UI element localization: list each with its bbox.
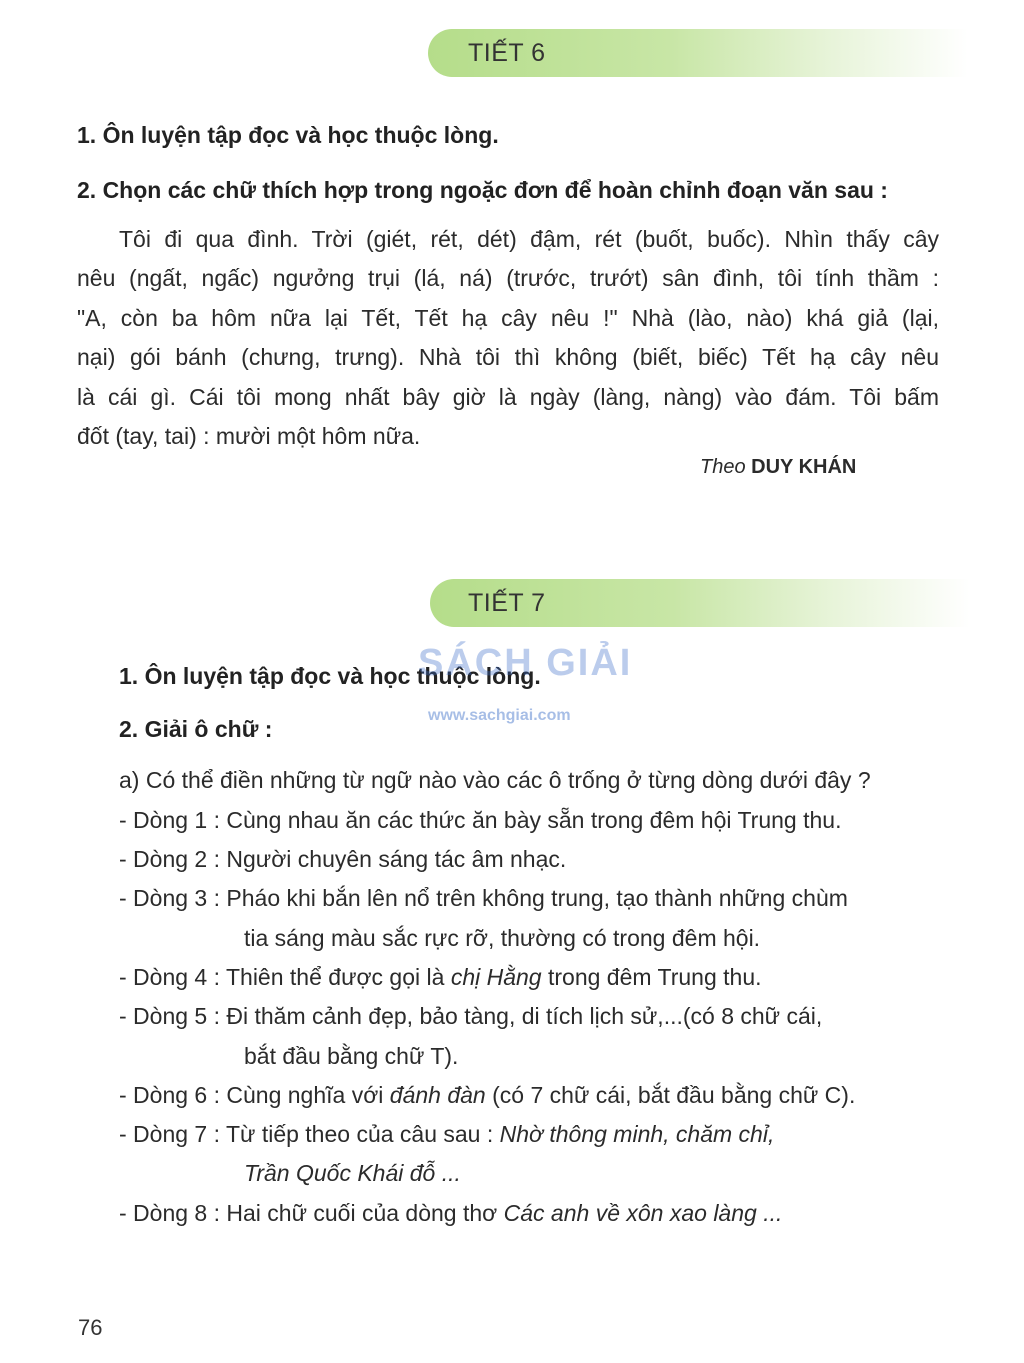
row-text: Người chuyên sáng tác âm nhạc. [226, 846, 567, 872]
passage-line: nêu (ngất, ngấc) ngưởng trụi (lá, ná) (trước, trướt) sân đình, tôi tính thầm : [77, 265, 939, 291]
section-banner-tiet-6 [428, 29, 968, 77]
row-text: Hai chữ cuối của dòng thơ [226, 1200, 504, 1226]
crossword-row [119, 964, 762, 991]
crossword-row [119, 1082, 855, 1109]
row-text: Cùng nhau ăn các thức ăn bày sẵn trong đêm hội Trung thu. [226, 807, 842, 833]
row-text: Cùng nghĩa với [226, 1082, 390, 1108]
crossword-row-continuation: tia sáng màu sắc rực rỡ, thường có trong đêm hội. [244, 925, 761, 951]
source-prefix: Theo [700, 456, 746, 478]
row-text-italic: Nhờ thông minh, chăm chỉ, [499, 1121, 775, 1147]
watermark-logo: SÁCH GIẢI [418, 642, 633, 684]
crossword-row [119, 885, 848, 912]
row-text: Pháo khi bắn lên nổ trên không trung, tạo thành những chùm [226, 885, 848, 911]
row-label: - Dòng 6 : [119, 1082, 220, 1108]
crossword-row [119, 1003, 822, 1030]
row-text: Thiên thể được gọi là [225, 964, 451, 990]
crossword-row-continuation: bắt đầu bằng chữ T). [244, 1043, 459, 1069]
row-label: - Dòng 4 : [119, 964, 220, 990]
exercise-heading-2: 2. Chọn các chữ thích hợp trong ngoặc đơn để hoàn chỉnh đoạn văn sau : [77, 177, 888, 203]
row-text-italic: chị Hằng [450, 964, 542, 990]
row-text-italic: đánh đàn [389, 1082, 486, 1108]
passage-line: Tôi đi qua đình. Trời (giét, rét, dét) đậm, rét (buốt, buốc). Nhìn thấy cây [119, 226, 939, 252]
exercise-heading-1: 1. Ôn luyện tập đọc và học thuộc lòng. [77, 122, 499, 148]
row-text: Từ tiếp theo của câu sau : [225, 1121, 500, 1147]
watermark-url: www.sachgiai.com [428, 707, 571, 724]
passage-line: nại) gói bánh (chưng, trưng). Nhà tôi thì không (biết, biếc) Tết hạ cây nêu [77, 344, 939, 370]
crossword-row [119, 1200, 782, 1227]
row-label: - Dòng 1 : [119, 807, 220, 833]
row-label: - Dòng 5 : [119, 1003, 220, 1029]
row-label: - Dòng 3 : [119, 885, 220, 911]
passage-line: là cái gì. Cái tôi mong nhất bây giờ là ngày (làng, nàng) vào đám. Tôi bấm [77, 384, 939, 410]
section-title: TIẾT 6 [468, 39, 546, 67]
row-label: - Dòng 8 : [119, 1200, 220, 1226]
source-attribution [700, 456, 856, 479]
source-author: DUY KHÁN [751, 456, 857, 478]
exercise-heading-2: 2. Giải ô chữ : [119, 716, 273, 742]
row-text: (có 7 chữ cái, bắt đầu bằng chữ C). [485, 1082, 856, 1108]
section-title: TIẾT 7 [468, 589, 546, 617]
passage-line: "A, còn ba hôm nữa lại Tết, Tết hạ cây nêu !" Nhà (lào, nào) khá giả (lại, [77, 305, 939, 331]
row-label: - Dòng 2 : [119, 846, 220, 872]
crossword-row [119, 1121, 774, 1148]
crossword-row [119, 846, 566, 873]
row-text: trong đêm Trung thu. [541, 964, 762, 990]
section-banner-tiet-7 [430, 579, 970, 627]
row-text: Đi thăm cảnh đẹp, bảo tàng, di tích lịch sử,...(có 8 chữ cái, [226, 1003, 823, 1029]
crossword-row-continuation: Trần Quốc Khái đỗ ... [244, 1160, 461, 1186]
crossword-question: a) Có thể điền những từ ngữ nào vào các ô trống ở từng dòng dưới đây ? [119, 767, 871, 793]
passage-line: đốt (tay, tai) : mười một hôm nữa. [77, 423, 421, 449]
exercise-heading-1: 1. Ôn luyện tập đọc và học thuộc lòng. [119, 663, 541, 689]
row-text-italic: Các anh về xôn xao làng ... [503, 1200, 783, 1226]
crossword-row [119, 807, 841, 834]
page-number: 76 [78, 1315, 103, 1340]
row-label: - Dòng 7 : [119, 1121, 220, 1147]
